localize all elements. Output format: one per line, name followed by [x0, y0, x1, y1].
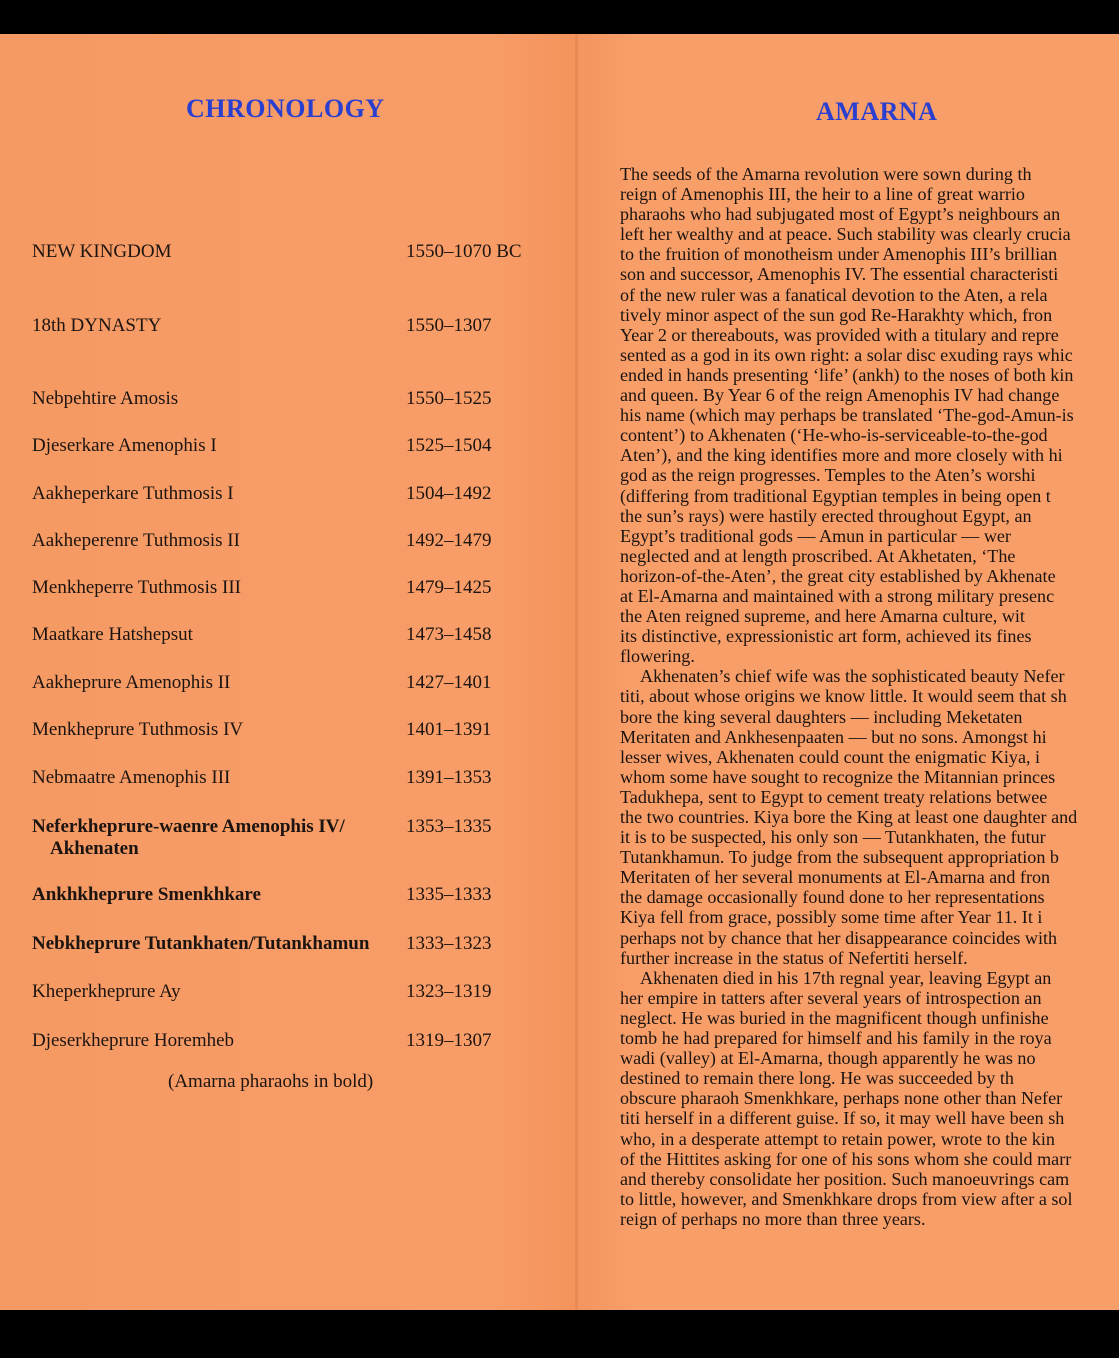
ruler-name: Nebpehtire Amosis	[32, 388, 179, 409]
text-line: whom some have sought to recognize the Mitannian princes	[620, 766, 1056, 787]
text-line: of the new ruler was a fanatical devotion to the Aten, a rela	[620, 284, 1048, 305]
text-line: its distinctive, expressionistic art form, achieved its fines	[620, 626, 1032, 647]
reign-dates: 1550–1070 BC	[406, 241, 522, 262]
text-line: Tutankhamun. To judge from the subsequent appropriation b	[620, 847, 1059, 868]
text-line: Year 2 or thereabouts, was provided with a titulary and repre	[620, 324, 1059, 345]
text-line: reign of perhaps no more than three years.	[620, 1208, 926, 1229]
text-line: to little, however, and Smenkhkare drops from view after a sol	[620, 1188, 1073, 1209]
text-line: at El-Amarna and maintained with a strong military presenc	[620, 585, 1055, 606]
reign-dates: 1427–1401	[406, 672, 492, 693]
text-line: Akhenaten’s chief wife was the sophisticated beauty Nefer	[640, 666, 1065, 687]
reign-dates: 1525–1504	[406, 435, 492, 456]
amarna-body-text	[620, 164, 1119, 1229]
reign-dates: 1492–1479	[406, 530, 492, 551]
ruler-name: Aakheperkare Tuthmosis I	[32, 483, 234, 504]
ruler-name: Menkheprure Tuthmosis IV	[32, 719, 244, 740]
ruler-name: Djeserkare Amenophis I	[32, 435, 217, 456]
text-line: ended in hands presenting ‘life’ (ankh) to the noses of both kin	[620, 364, 1074, 385]
ruler-name: NEW KINGDOM	[32, 241, 172, 262]
ruler-name: Maatkare Hatshepsut	[32, 624, 193, 645]
reign-dates: 1335–1333	[406, 884, 492, 905]
text-line: The seeds of the Amarna revolution were sown during th	[620, 164, 1032, 184]
reign-dates: 1323–1319	[406, 981, 492, 1002]
reign-dates: 1333–1323	[406, 933, 492, 954]
text-line: obscure pharaoh Smenkhkare, perhaps none other than Nefer	[620, 1088, 1063, 1109]
reign-dates: 1401–1391	[406, 719, 492, 740]
ruler-name: Aakheprure Amenophis II	[32, 672, 231, 693]
amarna-page	[578, 34, 1119, 1310]
ruler-name: Nebkheprure Tutankhaten/Tutankhamun	[32, 933, 370, 954]
chronology-page	[0, 34, 576, 1310]
reign-dates: 1391–1353	[406, 767, 492, 788]
text-line: his name (which may perhaps be translated ‘The-god-Amun-is	[620, 405, 1074, 426]
text-line: of the Hittites asking for one of his sons whom she could marr	[620, 1148, 1072, 1169]
text-line: lesser wives, Akhenaten could count the enigmatic Kiya, i	[620, 746, 1041, 767]
text-line: to the fruition of monotheism under Amenophis III’s brillian	[620, 244, 1058, 265]
text-line: tively minor aspect of the sun god Re-Harakhty which, fron	[620, 304, 1053, 325]
ruler-name: Aakheperenre Tuthmosis II	[32, 530, 240, 551]
reign-dates: 1550–1307	[406, 315, 492, 336]
ruler-name: Neferkheprure-waenre Amenophis IV/ Akhenaten	[32, 816, 345, 859]
text-line: titi herself in a different guise. If so, it may well have been sh	[620, 1108, 1065, 1129]
text-line: and thereby consolidate her position. Such manoeuvrings cam	[620, 1168, 1070, 1189]
text-line: reign of Amenophis III, the heir to a line of great warrio	[620, 184, 1025, 205]
ruler-name: Djeserkheprure Horemheb	[32, 1030, 235, 1051]
ruler-name: 18th DYNASTY	[32, 315, 162, 336]
ruler-name: Nebmaatre Amenophis III	[32, 767, 231, 788]
chronology-title: CHRONOLOGY	[186, 94, 385, 123]
text-line: horizon-of-the-Aten’, the great city established by Akhenate	[620, 565, 1056, 586]
text-line: Aten’), and the king identifies more and more closely with hi	[620, 445, 1063, 466]
text-line: the Aten reigned supreme, and here Amarna culture, wit	[620, 606, 1025, 627]
text-line: the two countries. Kiya bore the King at least one daughter and	[620, 807, 1078, 827]
text-line: perhaps not by chance that her disappearance coincides with	[620, 927, 1058, 948]
reign-dates: 1504–1492	[406, 483, 492, 504]
text-line: who, in a desperate attempt to retain power, wrote to the kin	[620, 1128, 1055, 1149]
text-line: content’) to Akhenaten (‘He-who-is-serviceable-to-the-god	[620, 425, 1048, 446]
amarna-title: AMARNA	[816, 97, 938, 126]
text-line: bore the king several daughters — including Meketaten	[620, 706, 1023, 727]
text-line: Meritaten of her several monuments at El-Amarna and fron	[620, 867, 1051, 888]
bold-note: (Amarna pharaohs in bold)	[168, 1071, 374, 1092]
text-line: destined to remain there long. He was succeeded by th	[620, 1068, 1014, 1089]
ruler-name: Ankhkheprure Smenkhkare	[32, 884, 261, 905]
text-line: Akhenaten died in his 17th regnal year, leaving Egypt an	[640, 967, 1052, 988]
reign-dates: 1473–1458	[406, 624, 492, 645]
reign-dates: 1319–1307	[406, 1030, 492, 1051]
text-line: further increase in the status of Nefertiti herself.	[620, 947, 968, 968]
ruler-name: Menkheperre Tuthmosis III	[32, 577, 241, 598]
text-line: her empire in tatters after several years of introspection an	[620, 987, 1042, 1008]
text-line: flowering.	[620, 646, 695, 667]
ruler-name: Kheperkheprure Ay	[32, 981, 181, 1002]
text-line: god as the reign progresses. Temples to the Aten’s worshi	[620, 465, 1036, 486]
reign-dates: 1353–1335	[406, 816, 492, 837]
text-line: it is to be suspected, his only son — Tutankhaten, the futur	[620, 827, 1046, 848]
text-line: Meritaten and Ankhesenpaaten — but no sons. Amongst hi	[620, 726, 1047, 747]
text-line: the damage occasionally found done to her representations	[620, 887, 1045, 908]
text-line: titi, about whose origins we know little. It would seem that sh	[620, 686, 1067, 707]
text-line: wadi (valley) at El-Amarna, though apparently he was no	[620, 1048, 1036, 1069]
text-line: Kiya fell from grace, possibly some time after Year 11. It i	[620, 907, 1043, 928]
text-line: the sun’s rays) were hastily erected throughout Egypt, an	[620, 505, 1032, 526]
text-line: tomb he had prepared for himself and his family in the roya	[620, 1028, 1052, 1049]
text-line: Egypt’s traditional gods — Amun in particular — wer	[620, 525, 1011, 546]
text-line: neglected and at length proscribed. At Akhetaten, ‘The	[620, 545, 1016, 566]
text-line: and queen. By Year 6 of the reign Amenophis IV had change	[620, 385, 1060, 406]
reign-dates: 1550–1525	[406, 388, 492, 409]
text-line: neglect. He was buried in the magnificent though unfinishe	[620, 1007, 1049, 1028]
text-line: Tadukhepa, sent to Egypt to cement treaty relations betwee	[620, 786, 1048, 807]
text-line: pharaohs who had subjugated most of Egypt’s neighbours an	[620, 204, 1061, 225]
text-line: son and successor, Amenophis IV. The essential characteristi	[620, 264, 1059, 285]
text-line: sented as a god in its own right: a solar disc exuding rays whic	[620, 344, 1073, 365]
text-line: (differing from traditional Egyptian temples in being open t	[620, 485, 1051, 506]
text-line: left her wealthy and at peace. Such stability was clearly crucia	[620, 224, 1071, 245]
reign-dates: 1479–1425	[406, 577, 492, 598]
